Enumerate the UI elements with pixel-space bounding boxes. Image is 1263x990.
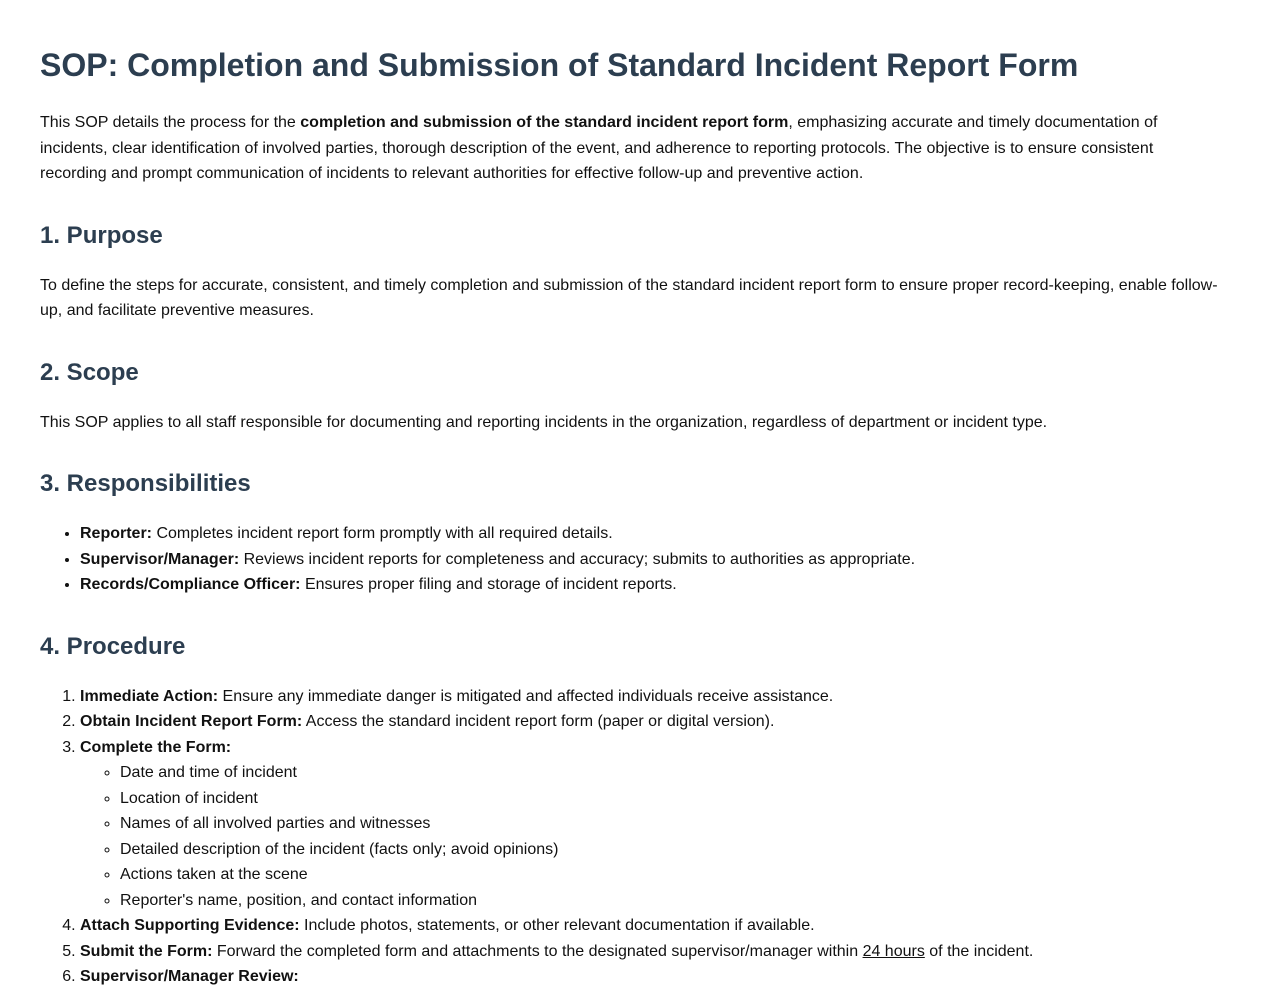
list-item [80,572,1223,598]
scope-heading: 2. Scope [40,358,139,386]
step-text: Access the standard incident report form (paper or digital version). [302,713,775,730]
role-text: Reviews incident reports for completeness and accuracy; submits to authorities as appropriate. [239,550,916,568]
step-label: Complete the Form: [80,738,232,756]
responsibilities-list [40,521,1223,598]
procedure-list [40,684,1223,990]
form-fields-list [80,760,1223,913]
page-title: SOP: Completion and Submission of Standard Incident Report Form [40,47,1079,83]
intro-text-bold: completion and submission of the standard incident report form [300,114,789,131]
role-label: Records/Compliance Officer: [80,576,301,593]
step-label: Submit the Form: [80,942,213,960]
role-text: Ensures proper filing and storage of incident reports. [300,576,677,593]
step-label: Supervisor/Manager Review: [80,968,299,985]
list-item: ◦ Names of all involved parties and witnesses [120,811,1223,837]
step-text: Forward the completed form and attachments to the designated supervisor/manager within [212,942,863,960]
intro-text-after: , emphasizing accurate and timely documentation of incidents, clear identification of involved parties, thorough description of the event, and adherence to reporting protocols. The objective is to ensure consistent recording and prompt communication of incidents to relevant authorities for effective follow-up and preventive action. [40,114,1158,182]
step-text: Include photos, statements, or other relevant documentation if available. [299,917,815,934]
purpose-text: To define the steps for accurate, consistent, and timely completion and submission of the standard incident report form to ensure proper record-keeping, enable follow-up, and facilitate preventive measures. [40,276,1218,319]
step-label: Obtain Incident Report Form: [80,713,303,730]
purpose-heading: 1. Purpose [40,221,163,249]
list-item [80,521,1223,547]
role-label: Reporter: [80,525,153,542]
list-item: ◦ Detailed description of the incident (facts only; avoid opinions) [120,837,1223,863]
procedure-step [80,735,1223,914]
scope-text: This SOP applies to all staff responsible for documenting and reporting incidents in the organization, regardless of department or incident type. [40,413,1048,431]
procedure-heading: 4. Procedure [40,632,186,660]
procedure-step [80,709,1223,735]
procedure-step [80,939,1223,965]
responsibilities-heading: 3. Responsibilities [40,470,251,497]
role-text: Completes incident report form promptly with all required details. [152,525,613,542]
list-item: ◦ Actions taken at the scene [120,862,1223,888]
procedure-step [80,964,1223,990]
list-item: ◦ Reporter's name, position, and contact information [120,888,1223,914]
role-label: Supervisor/Manager: [80,550,240,568]
step-text-after: of the incident. [924,942,1034,960]
deadline-text: 24 hours [862,942,925,960]
intro-paragraph [40,110,1223,187]
intro-text-before: This SOP details the process for the [40,114,301,131]
procedure-step [80,913,1223,939]
procedure-step [80,684,1223,710]
step-text: Ensure any immediate danger is mitigated and affected individuals receive assistance. [218,687,834,705]
step-label: Immediate Action: [80,687,219,705]
list-item: ◦ Location of incident [120,786,1223,812]
step-label: Attach Supporting Evidence: [80,917,300,934]
list-item: ◦ Date and time of incident [120,760,1223,786]
list-item [80,547,1223,573]
